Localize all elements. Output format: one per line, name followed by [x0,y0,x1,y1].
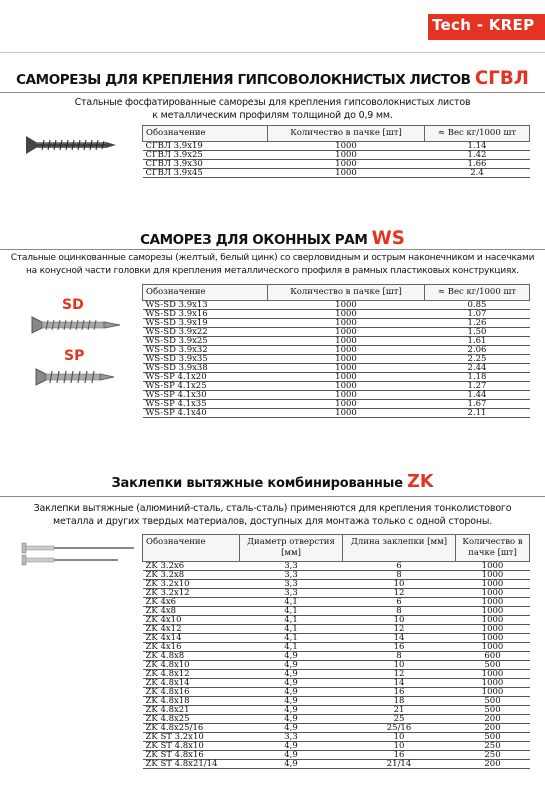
rivet-image [18,540,138,568]
table-cell: WS-SP 4.1x25 [143,382,268,391]
table-cell: 2.4 [425,169,530,178]
table-cell: 1.26 [425,319,530,328]
table-cell: ZK 4.8x25/16 [143,724,240,733]
table-cell: 1000 [456,643,530,652]
table-cell: 1000 [268,400,425,409]
table-cell: 200 [456,760,530,769]
table-cell: 1.07 [425,310,530,319]
table-cell: WS-SD 3.9x13 [143,301,268,310]
table-cell: 1000 [456,580,530,589]
table-cell: 4,9 [240,688,343,697]
table-cell: 1000 [268,409,425,418]
label-sd: SD [62,297,84,313]
section1-title: САМОРЕЗЫ ДЛЯ КРЕПЛЕНИЯ ГИПСОВОЛОКНИСТЫХ ЛИСТОВ СГВЛ [16,68,529,89]
table-cell: 1.42 [425,151,530,160]
table-cell: 4,9 [240,751,343,760]
table-row [143,589,530,598]
table-cell: ZK 4x14 [143,634,240,643]
table-cell: 6 [343,562,456,571]
table-cell: ZK ST 4.8x16 [143,751,240,760]
brand-logo [418,6,545,42]
column-header: ≈ Вес кг/1000 шт [425,285,530,301]
table-cell: 1000 [268,151,425,160]
table-cell: 600 [456,652,530,661]
table-cell: ZK ST 4.8x10 [143,742,240,751]
table-cell: 0.85 [425,301,530,310]
table-cell: 2.11 [425,409,530,418]
table-cell: 4,1 [240,607,343,616]
table-cell: 2.25 [425,355,530,364]
table-cell: ZK 4.8x8 [143,652,240,661]
column-header: Диаметр отверстия [мм] [240,535,343,562]
table-cell: 1000 [268,328,425,337]
table-row [143,571,530,580]
table-cell: 18 [343,697,456,706]
table-cell: 14 [343,679,456,688]
table-cell: 4,9 [240,715,343,724]
table-cell: ZK 4.8x25 [143,715,240,724]
table-row [143,607,530,616]
brand-logo-text: Tech - KREP [432,16,535,34]
table-cell: 1000 [456,607,530,616]
table-cell: ZK 4.8x14 [143,679,240,688]
table-cell: WS-SD 3.9x25 [143,337,268,346]
table-cell: 1.61 [425,337,530,346]
table-row [143,706,530,715]
table-cell: 1000 [268,301,425,310]
table-cell: 200 [456,715,530,724]
table-cell: WS-SD 3.9x19 [143,319,268,328]
table-cell: 3,3 [240,580,343,589]
table-cell: 1000 [456,571,530,580]
table-cell: 1000 [456,634,530,643]
table-cell: 4,1 [240,643,343,652]
table-cell: 1000 [268,391,425,400]
section3-table [142,534,530,769]
table-cell: 4,9 [240,760,343,769]
table-cell: 1000 [456,616,530,625]
table-cell: 4,9 [240,706,343,715]
table-cell: ZK 3.2x8 [143,571,240,580]
table-row [143,679,530,688]
label-sp: SP [64,348,85,364]
table-cell: СГВЛ 3.9x19 [143,142,268,151]
table-cell: 1.44 [425,391,530,400]
section1-table [142,125,530,178]
table-cell: 2.44 [425,364,530,373]
table-cell: WS-SP 4.1x35 [143,400,268,409]
table-row [143,625,530,634]
table-cell: ZK 4.8x21 [143,706,240,715]
column-header: Обозначение [143,285,268,301]
table-cell: СГВЛ 3.9x25 [143,151,268,160]
table-cell: 8 [343,652,456,661]
table-row [143,580,530,589]
table-cell: 10 [343,580,456,589]
table-cell: 250 [456,742,530,751]
table-cell: 4,9 [240,697,343,706]
table-row [143,661,530,670]
table-cell: 8 [343,571,456,580]
table-cell: 4,1 [240,625,343,634]
table-cell: 1.18 [425,373,530,382]
table-cell: 1.67 [425,400,530,409]
section1-title-accent: СГВЛ [474,68,529,89]
table-cell: 12 [343,625,456,634]
table-cell: 10 [343,742,456,751]
table-cell: 2.06 [425,346,530,355]
table-cell: 4,9 [240,724,343,733]
table-cell: 500 [456,733,530,742]
table-cell: WS-SD 3.9x32 [143,346,268,355]
table-cell: 25 [343,715,456,724]
column-header: Количество в пачке [шт] [456,535,530,562]
table-cell: 1000 [456,625,530,634]
table-cell: 1000 [268,160,425,169]
table-cell: 1000 [268,382,425,391]
table-row [143,688,530,697]
table-cell: 4,9 [240,679,343,688]
table-cell: ZK ST 3.2x10 [143,733,240,742]
table-row [143,616,530,625]
table-cell: ZK 3.2x6 [143,562,240,571]
table-cell: 1.14 [425,142,530,151]
table-cell: 1000 [456,670,530,679]
table-cell: 21 [343,706,456,715]
table-cell: 1000 [268,373,425,382]
table-cell: 12 [343,589,456,598]
table-row [143,562,530,571]
section3-description: Заклепки вытяжные (алюминий-сталь, сталь-сталь) применяются для крепления тонколистового металла и других твердых материалов, доступных для монтажа только с одной стороны. [33,503,512,527]
table-cell: WS-SD 3.9x35 [143,355,268,364]
table-cell: 12 [343,670,456,679]
table-cell: 3,3 [240,562,343,571]
table-cell: 1000 [456,562,530,571]
table-cell: 3,3 [240,589,343,598]
table-cell: WS-SD 3.9x22 [143,328,268,337]
table-cell: 1000 [268,364,425,373]
table-cell: ZK 3.2x10 [143,580,240,589]
section3-title: Заклепки вытяжные комбинированные ZK [111,472,434,492]
table-cell: 500 [456,706,530,715]
section2-title: САМОРЕЗ ДЛЯ ОКОННЫХ РАМ WS [140,228,405,249]
table-row [143,598,530,607]
table-cell: ZK 4.8x16 [143,688,240,697]
table-cell: 10 [343,616,456,625]
table-cell: ZK 4x16 [143,643,240,652]
table-cell: 8 [343,607,456,616]
table-row [143,760,530,769]
table-header-row [143,535,530,562]
table-header-row [143,126,530,142]
table-row [143,634,530,643]
table-cell: 4,9 [240,652,343,661]
table-cell: 1000 [268,142,425,151]
table-cell: 3,3 [240,733,343,742]
table-cell: WS-SD 3.9x16 [143,310,268,319]
table-cell: 250 [456,751,530,760]
table-cell: 500 [456,697,530,706]
table-row [143,697,530,706]
column-header: ≈ Вес кг/1000 шт [425,126,530,142]
table-cell: 1.66 [425,160,530,169]
column-header: Длина заклепки [мм] [343,535,456,562]
table-cell: 1000 [268,355,425,364]
table-cell: WS-SP 4.1x30 [143,391,268,400]
table-cell: 14 [343,634,456,643]
table-cell: 1000 [456,688,530,697]
table-cell: ZK ST 4.8x21/14 [143,760,240,769]
table-cell: 1000 [456,598,530,607]
table-cell: 4,9 [240,742,343,751]
table-cell: 16 [343,643,456,652]
table-cell: 4,9 [240,661,343,670]
table-cell: 1000 [456,679,530,688]
table-cell: 4,1 [240,598,343,607]
table-cell: 16 [343,688,456,697]
table-cell: 4,9 [240,670,343,679]
section2-rule [0,249,545,250]
section3-title-accent: ZK [407,472,434,492]
table-cell: 3,3 [240,571,343,580]
table-cell: WS-SP 4.1x20 [143,373,268,382]
table-cell: 1.27 [425,382,530,391]
table-cell: СГВЛ 3.9x30 [143,160,268,169]
table-cell: ZK 4x6 [143,598,240,607]
table-cell: ZK 3.2x12 [143,589,240,598]
table-header-row [143,285,530,301]
table-cell: 1000 [268,169,425,178]
table-cell: 16 [343,751,456,760]
table-cell: 4,1 [240,634,343,643]
column-header: Обозначение [143,535,240,562]
column-header: Количество в пачке [шт] [268,126,425,142]
table-cell: ZK 4x12 [143,625,240,634]
table-cell: 21/14 [343,760,456,769]
table-row [143,670,530,679]
table-cell: ZK 4.8x10 [143,661,240,670]
table-cell: 1000 [268,310,425,319]
section1-description: Стальные фосфатированные саморезы для крепления гипсоволокнистых листов к металлическим профилям толщиной до 0,9 мм. [74,97,471,121]
sd-screw-image [30,314,122,336]
column-header: Обозначение [143,126,268,142]
table-cell: ZK 4x8 [143,607,240,616]
table-cell: WS-SD 3.9x38 [143,364,268,373]
table-cell: 1000 [268,337,425,346]
header-divider [0,52,545,53]
table-cell: 10 [343,733,456,742]
table-cell: 6 [343,598,456,607]
section1-rule [0,92,545,93]
table-cell: 1000 [268,346,425,355]
table-row [143,169,530,178]
table-cell: 10 [343,661,456,670]
table-cell: 1000 [268,319,425,328]
table-cell: ZK 4x10 [143,616,240,625]
table-cell: 1.50 [425,328,530,337]
column-header: Количество в пачке [шт] [268,285,425,301]
table-cell: 200 [456,724,530,733]
table-cell: 1000 [456,589,530,598]
section2-table [142,284,530,418]
table-row [143,643,530,652]
table-row [143,409,530,418]
table-cell: WS-SP 4.1x40 [143,409,268,418]
section2-title-accent: WS [371,228,405,249]
table-cell: 500 [456,661,530,670]
table-cell: ZK 4.8x12 [143,670,240,679]
table-cell: СГВЛ 3.9x45 [143,169,268,178]
section3-rule [0,496,545,497]
table-cell: 4,1 [240,616,343,625]
sp-screw-image [34,366,116,388]
section2-description: Стальные оцинкованные саморезы (желтый, белый цинк) со сверловидным и острым наконечником и насечками на конусной части головки для крепления металлического профиля в рамных пластиковых конструкциях. [10,253,535,276]
table-row [143,652,530,661]
table-cell: 25/16 [343,724,456,733]
gypsum-screw-image [22,132,118,158]
table-cell: ZK 4.8x18 [143,697,240,706]
